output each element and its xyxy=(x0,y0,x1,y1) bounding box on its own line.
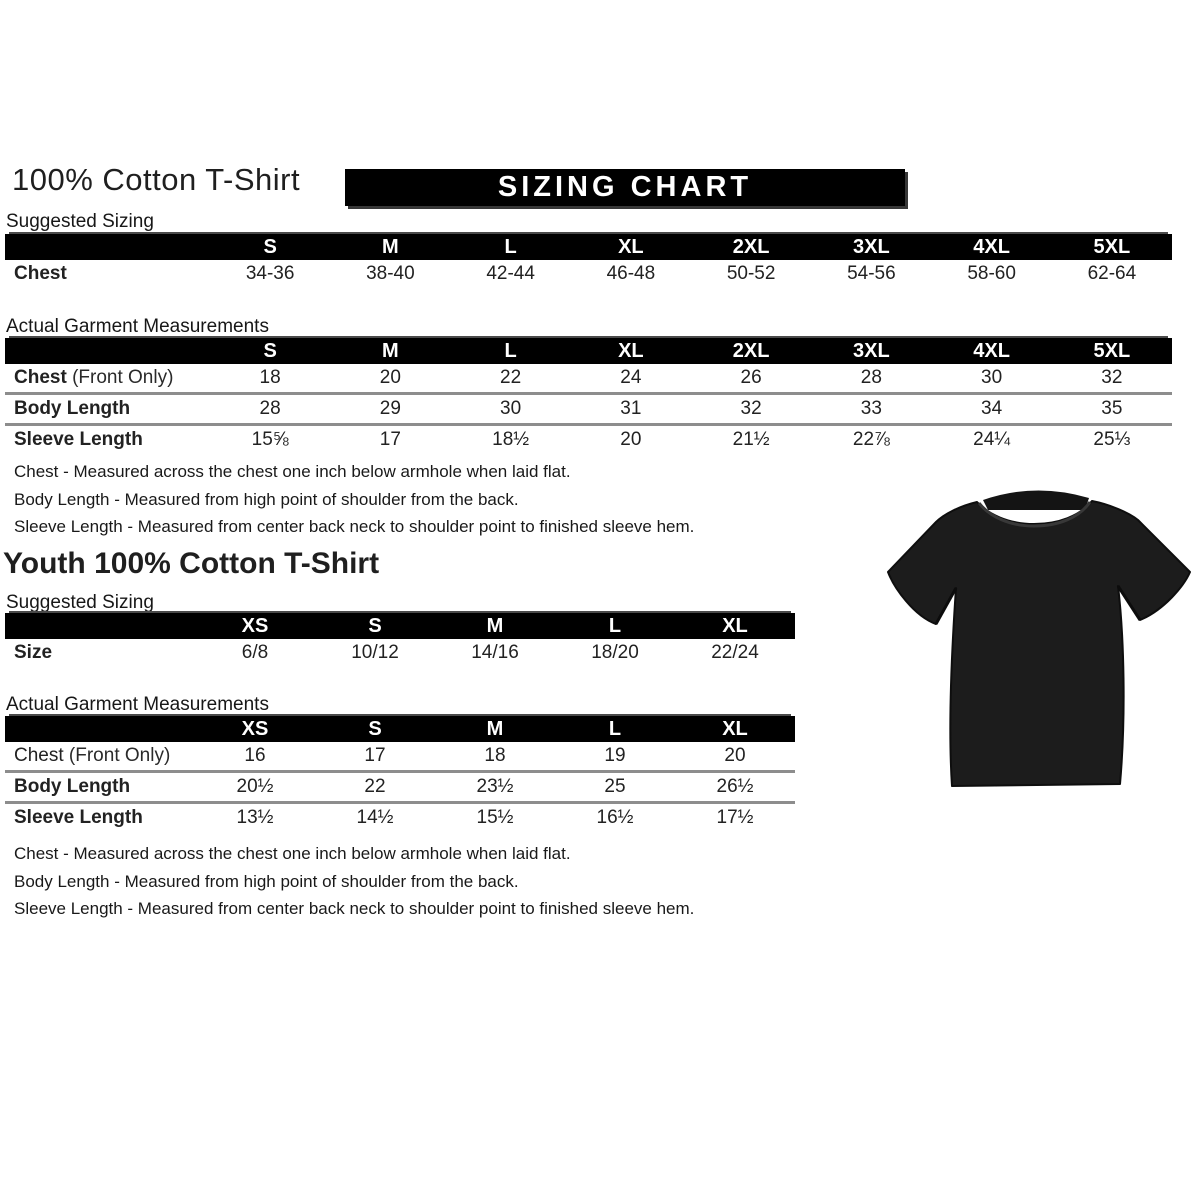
tshirt-body xyxy=(888,501,1190,786)
table-row xyxy=(5,364,1172,392)
table-row xyxy=(5,392,1172,423)
size-table-header-row xyxy=(5,716,795,742)
adult-suggested-sizing-label: Suggested Sizing xyxy=(6,211,154,232)
table-cell: 62-64 xyxy=(1087,263,1137,284)
row-label: Body Length xyxy=(14,398,131,419)
table-cell: 50-52 xyxy=(726,263,776,284)
table-cell: 17 xyxy=(379,429,401,450)
column-header-3xl: 3XL xyxy=(853,340,890,362)
table-cell: 19 xyxy=(604,745,626,766)
table-cell: 25⅓ xyxy=(1093,429,1131,450)
tshirt-collar-back xyxy=(983,490,1089,510)
column-header-m: M xyxy=(382,236,399,258)
column-header-m: M xyxy=(382,340,399,362)
table-cell: 35 xyxy=(1101,398,1123,419)
column-header-xs: XS xyxy=(241,615,269,637)
table-cell: 34 xyxy=(981,398,1003,419)
column-header-xl: XL xyxy=(618,236,644,258)
adult-suggested-sizing-table xyxy=(5,234,1172,288)
table-row xyxy=(5,801,795,832)
table-cell: 28 xyxy=(860,367,882,388)
table-cell: 18 xyxy=(259,367,281,388)
column-header-xs: XS xyxy=(241,718,269,740)
table-cell: 15⅝ xyxy=(251,429,289,450)
table-cell: 26 xyxy=(740,367,762,388)
table-row xyxy=(5,260,1172,288)
column-header-5xl: 5XL xyxy=(1093,340,1131,362)
column-header-3xl: 3XL xyxy=(853,236,890,258)
row-label: Size xyxy=(14,642,53,663)
column-header-4xl: 4XL xyxy=(973,340,1010,362)
measurement-note: Chest - Measured across the chest one inch below armhole when laid flat. xyxy=(14,462,571,481)
adult-actual-measurements-table xyxy=(5,338,1172,454)
table-cell: 30 xyxy=(981,367,1003,388)
row-label: Body Length xyxy=(14,776,131,797)
table-cell: 22 xyxy=(364,776,386,797)
column-header-xl: XL xyxy=(618,340,644,362)
table-cell: 25 xyxy=(604,776,626,797)
table-row xyxy=(5,742,795,770)
size-table-header-row xyxy=(5,338,1172,364)
column-header-l: L xyxy=(504,236,517,258)
table-cell: 30 xyxy=(500,398,522,419)
table-cell: 18½ xyxy=(492,429,530,450)
column-header-2xl: 2XL xyxy=(732,340,770,362)
table-cell: 13½ xyxy=(236,807,274,828)
measurement-note: Sleeve Length - Measured from center back neck to shoulder point to finished sleeve hem. xyxy=(14,517,695,536)
measurement-note: Body Length - Measured from high point of shoulder from the back. xyxy=(14,489,519,509)
sizing-chart-banner: SIZING CHART xyxy=(345,169,905,206)
column-header-2xl: 2XL xyxy=(732,236,770,258)
column-header-m: M xyxy=(486,615,504,637)
table-cell: 15½ xyxy=(476,807,514,828)
youth-actual-measurements-label: Actual Garment Measurements xyxy=(6,694,269,715)
column-header-l: L xyxy=(608,615,622,637)
size-table-header-row xyxy=(5,234,1172,260)
table-cell: 32 xyxy=(740,398,762,419)
table-cell: 32 xyxy=(1101,367,1123,388)
adult-section-title: 100% Cotton T-Shirt xyxy=(12,162,301,197)
table-cell: 29 xyxy=(379,398,401,419)
table-cell: 10/12 xyxy=(351,642,399,663)
row-label: Chest xyxy=(14,263,67,284)
row-label: Sleeve Length xyxy=(14,429,143,450)
table-cell: 22⅞ xyxy=(852,429,890,450)
column-header-m: M xyxy=(486,718,504,740)
measurement-note: Chest - Measured across the chest one inch below armhole when laid flat. xyxy=(14,844,571,863)
column-header-5xl: 5XL xyxy=(1093,236,1131,258)
youth-measurement-notes xyxy=(14,840,694,923)
table-cell: 20 xyxy=(379,367,401,388)
table-cell: 14/16 xyxy=(471,642,519,663)
table-cell: 17½ xyxy=(716,807,754,828)
table-cell: 31 xyxy=(620,398,642,419)
table-cell: 14½ xyxy=(356,807,394,828)
row-label: Sleeve Length xyxy=(14,807,143,828)
table-row xyxy=(5,423,1172,454)
table-cell: 18/20 xyxy=(591,642,639,663)
youth-suggested-sizing-label: Suggested Sizing xyxy=(6,592,154,613)
table-cell: 33 xyxy=(860,398,882,419)
column-header-l: L xyxy=(504,340,517,362)
table-cell: 16 xyxy=(244,745,266,766)
row-label: Chest (Front Only) xyxy=(14,745,171,766)
measurement-note: Body Length - Measured from high point of shoulder from the back. xyxy=(14,871,519,891)
column-header-4xl: 4XL xyxy=(973,236,1010,258)
table-cell: 38-40 xyxy=(366,263,415,284)
table-row xyxy=(5,639,795,667)
table-cell: 54-56 xyxy=(847,263,896,284)
table-cell: 28 xyxy=(259,398,281,419)
table-cell: 46-48 xyxy=(606,263,656,284)
adult-actual-measurements-label: Actual Garment Measurements xyxy=(6,316,269,337)
column-header-s: S xyxy=(263,236,277,258)
table-cell: 21½ xyxy=(732,429,770,450)
column-header-s: S xyxy=(368,615,382,637)
table-cell: 18 xyxy=(484,745,506,766)
table-cell: 22/24 xyxy=(711,642,759,663)
table-cell: 22 xyxy=(500,367,522,388)
table-cell: 24 xyxy=(620,367,642,388)
tshirt-image xyxy=(880,476,1200,808)
table-cell: 42-44 xyxy=(486,263,535,284)
table-cell: 20 xyxy=(724,745,746,766)
youth-actual-measurements-table xyxy=(5,716,795,832)
column-header-l: L xyxy=(608,718,622,740)
table-cell: 23½ xyxy=(476,776,514,797)
table-cell: 58-60 xyxy=(967,263,1016,284)
table-cell: 34-36 xyxy=(245,263,295,284)
table-cell: 6/8 xyxy=(241,642,269,663)
youth-section-title: Youth 100% Cotton T-Shirt xyxy=(3,547,380,580)
measurement-note: Sleeve Length - Measured from center back neck to shoulder point to finished sleeve hem. xyxy=(14,899,695,918)
column-header-xl: XL xyxy=(722,718,748,740)
column-header-xl: XL xyxy=(722,615,748,637)
youth-suggested-sizing-table xyxy=(5,613,795,667)
table-row xyxy=(5,770,795,801)
table-cell: 17 xyxy=(364,745,386,766)
table-cell: 20 xyxy=(620,429,642,450)
size-table-header-row xyxy=(5,613,795,639)
column-header-s: S xyxy=(263,340,277,362)
column-header-s: S xyxy=(368,718,382,740)
adult-measurement-notes xyxy=(14,458,694,541)
table-cell: 26½ xyxy=(716,776,754,797)
table-cell: 20½ xyxy=(236,776,274,797)
table-cell: 24¼ xyxy=(973,429,1011,450)
table-cell: 16½ xyxy=(596,807,634,828)
row-label: Chest (Front Only) xyxy=(14,367,174,388)
